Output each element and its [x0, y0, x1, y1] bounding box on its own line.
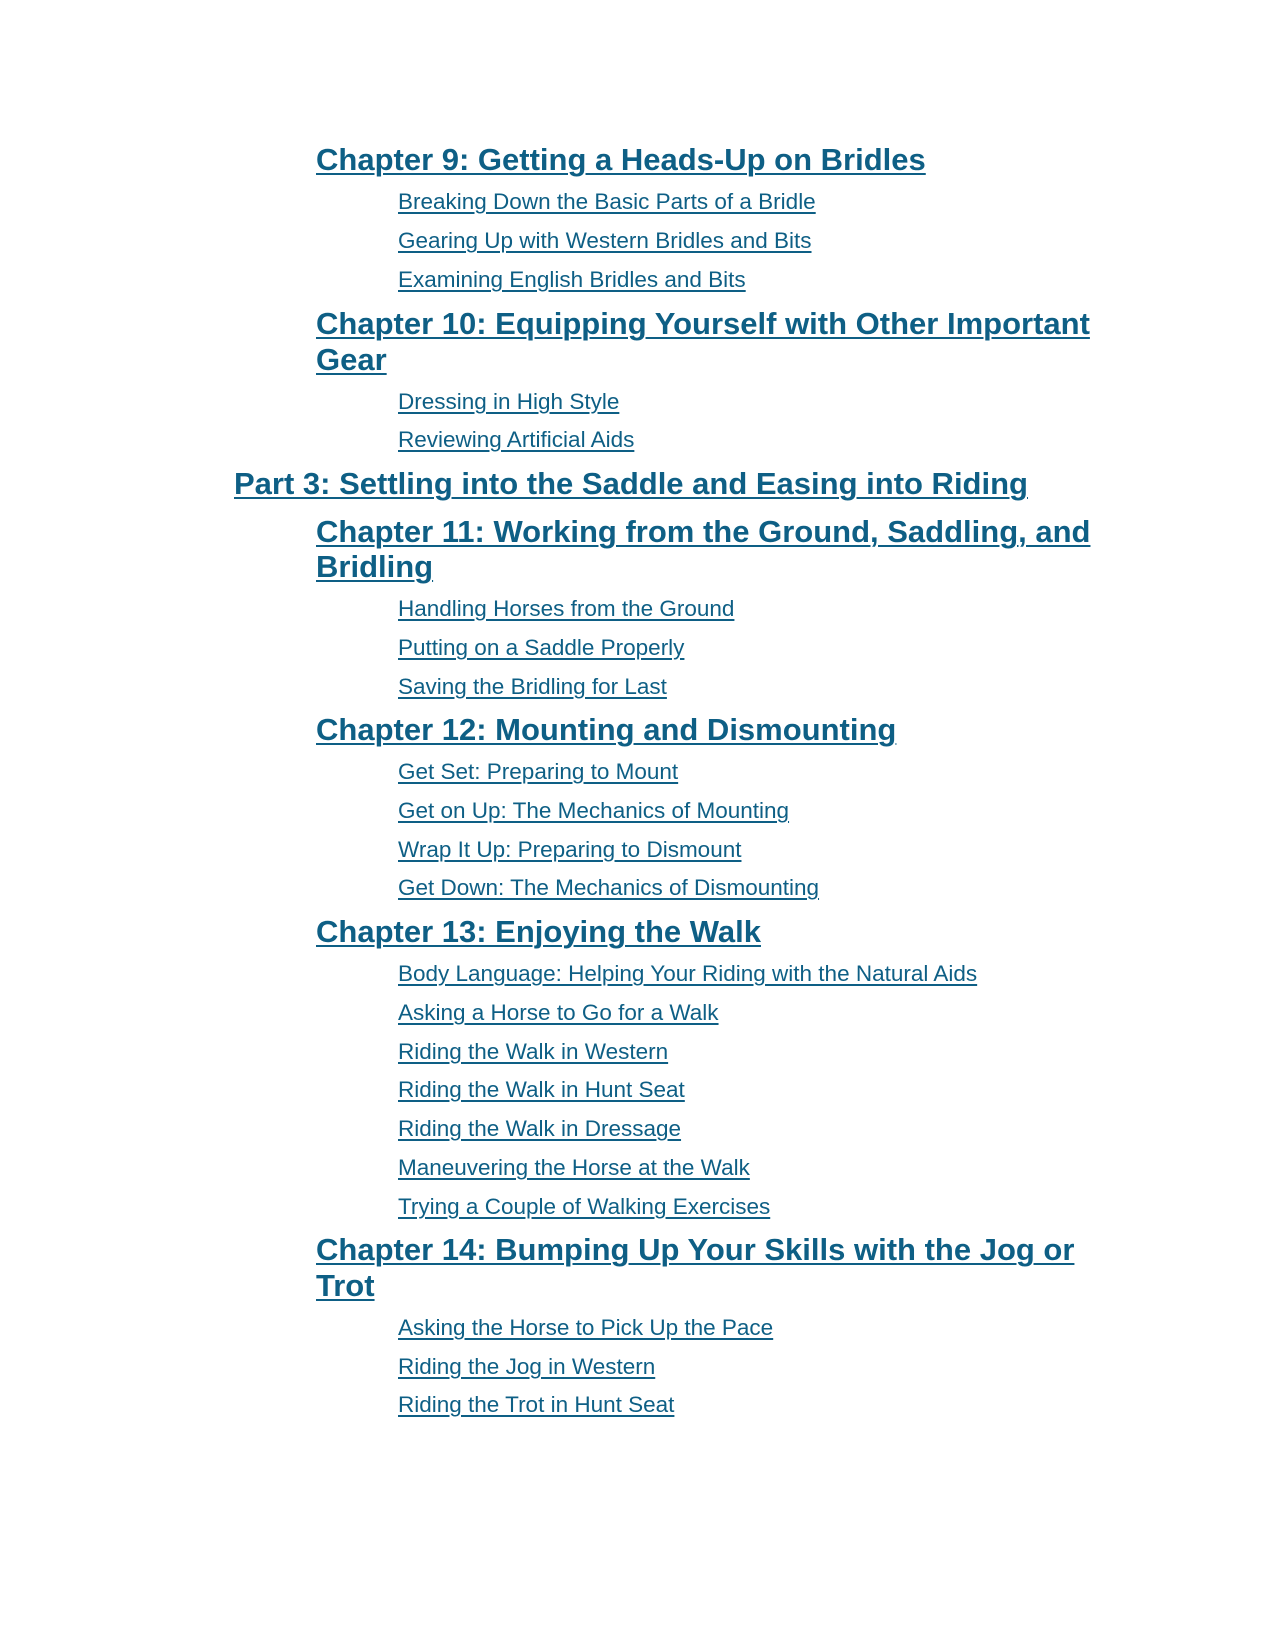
section-link[interactable]: Maneuvering the Horse at the Walk	[398, 1155, 750, 1180]
chapter-11-link[interactable]: Chapter 11: Working from the Ground, Saddling, and	[316, 514, 1091, 549]
toc-section	[398, 673, 667, 701]
toc-section	[398, 836, 741, 864]
part-3-link[interactable]: Part 3: Settling into the Saddle and Easing into Riding	[234, 466, 1028, 501]
section-link[interactable]: Gearing Up with Western Bridles and Bits	[398, 228, 812, 253]
section-link[interactable]: Handling Horses from the Ground	[398, 596, 735, 621]
chapter-10-heading	[316, 306, 1090, 342]
chapter-12-link[interactable]: Chapter 12: Mounting and Dismounting	[316, 712, 897, 747]
section-link[interactable]: Riding the Walk in Western	[398, 1039, 669, 1064]
section-link[interactable]: Dressing in High Style	[398, 389, 620, 414]
chapter-14-heading	[316, 1232, 1074, 1268]
section-link[interactable]: Reviewing Artificial Aids	[398, 427, 635, 452]
section-link[interactable]: Asking a Horse to Go for a Walk	[398, 1000, 719, 1025]
section-link[interactable]: Get Set: Preparing to Mount	[398, 759, 679, 784]
toc-section	[398, 1314, 773, 1342]
toc-section	[398, 1391, 674, 1419]
toc-section	[398, 595, 734, 623]
section-link[interactable]: Get Down: The Mechanics of Dismounting	[398, 875, 820, 900]
chapter-11-link-continued[interactable]: Bridling	[316, 549, 434, 584]
toc-section	[398, 797, 789, 825]
toc-section	[398, 388, 619, 416]
section-link[interactable]: Examining English Bridles and Bits	[398, 267, 746, 292]
toc-section	[398, 960, 977, 988]
toc-section	[398, 1038, 668, 1066]
section-link[interactable]: Riding the Trot in Hunt Seat	[398, 1392, 675, 1417]
toc-section	[398, 266, 746, 294]
chapter-12-heading	[316, 712, 896, 748]
chapter-9-link[interactable]: Chapter 9: Getting a Heads-Up on Bridles	[316, 142, 926, 177]
toc-section	[398, 634, 684, 662]
chapter-11-heading-continued	[316, 549, 433, 585]
chapter-11-heading	[316, 514, 1090, 550]
chapter-9-heading	[316, 142, 926, 178]
toc-section	[398, 1353, 655, 1381]
toc-section	[398, 426, 634, 454]
section-link[interactable]: Wrap It Up: Preparing to Dismount	[398, 837, 742, 862]
toc-section	[398, 874, 819, 902]
chapter-14-link[interactable]: Chapter 14: Bumping Up Your Skills with the Jog or	[316, 1232, 1075, 1267]
chapter-10-heading-continued	[316, 342, 387, 378]
chapter-13-heading	[316, 914, 761, 950]
chapter-10-link[interactable]: Chapter 10: Equipping Yourself with Other Important	[316, 306, 1090, 341]
chapter-14-link-continued[interactable]: Trot	[316, 1268, 375, 1303]
toc-section	[398, 1115, 681, 1143]
section-link[interactable]: Get on Up: The Mechanics of Mounting	[398, 798, 790, 823]
section-link[interactable]: Trying a Couple of Walking Exercises	[398, 1194, 771, 1219]
toc-section	[398, 999, 719, 1027]
chapter-10-link-continued[interactable]: Gear	[316, 342, 387, 377]
section-link[interactable]: Riding the Jog in Western	[398, 1354, 656, 1379]
toc-section	[398, 1076, 685, 1104]
part-3-heading	[234, 466, 1028, 502]
section-link[interactable]: Putting on a Saddle Properly	[398, 635, 685, 660]
toc-section	[398, 227, 812, 255]
toc-section	[398, 1154, 750, 1182]
section-link[interactable]: Asking the Horse to Pick Up the Pace	[398, 1315, 774, 1340]
chapter-13-link[interactable]: Chapter 13: Enjoying the Walk	[316, 914, 761, 949]
toc-section	[398, 188, 816, 216]
section-link[interactable]: Riding the Walk in Dressage	[398, 1116, 682, 1141]
section-link[interactable]: Breaking Down the Basic Parts of a Bridle	[398, 189, 816, 214]
toc-section	[398, 1193, 770, 1221]
section-link[interactable]: Body Language: Helping Your Riding with the Natural Aids	[398, 961, 978, 986]
chapter-14-heading-continued	[316, 1268, 375, 1304]
section-link[interactable]: Saving the Bridling for Last	[398, 674, 667, 699]
toc-section	[398, 758, 678, 786]
section-link[interactable]: Riding the Walk in Hunt Seat	[398, 1077, 685, 1102]
